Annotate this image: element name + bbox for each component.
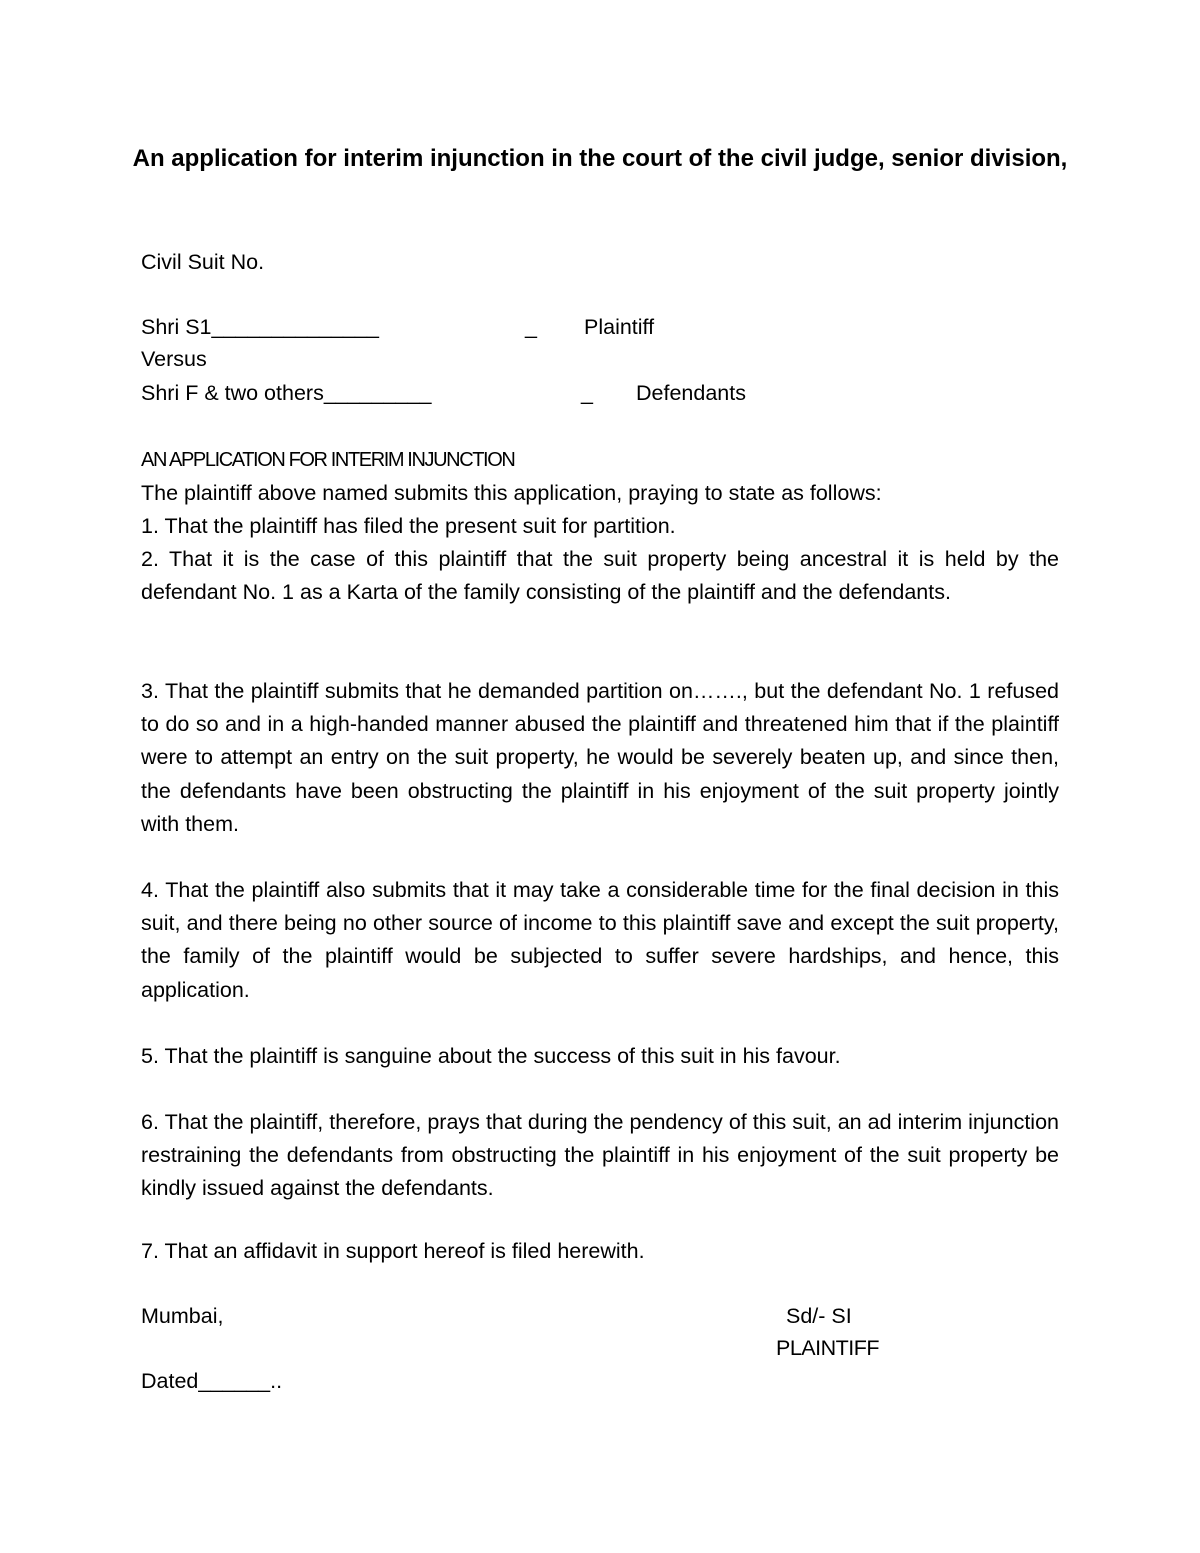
plaintiff-name: Shri S1______________ bbox=[141, 315, 379, 339]
civil-suit-label: Civil Suit No. bbox=[141, 250, 265, 274]
point-5: 5. That the plaintiff is sanguine about the success of this suit in his favour. bbox=[141, 1044, 841, 1068]
point-7: 7. That an affidavit in support hereof is filed herewith. bbox=[141, 1239, 645, 1263]
signature-text: Sd/- SI bbox=[786, 1304, 852, 1328]
versus-label: Versus bbox=[141, 347, 207, 371]
plaintiff-role: Plaintiff bbox=[584, 315, 655, 339]
point-6: 6. That the plaintiff, therefore, prays that during the pendency of this suit, an ad interim injunction restraining the defendants from obstructing the plaintiff in his enjoyment of the suit property be kindly issued against the defendants. bbox=[141, 1110, 1059, 1201]
place-label: Mumbai, bbox=[141, 1304, 224, 1328]
point-2: 2. That it is the case of this plaintiff that the suit property being ancestral it is held by the defendant No. 1 as a Karta of the family consisting of the plaintiff and the defendants. bbox=[141, 547, 1059, 605]
plaintiff-dash: _ bbox=[525, 315, 537, 339]
intro-paragraph: The plaintiff above named submits this application, praying to state as follows: bbox=[141, 481, 882, 505]
point-3: 3. That the plaintiff submits that he demanded partition on……., but the defendant No. 1 refused to do so and in a high-handed manner abused the plaintiff and threatened him that if the plaintiff were to attempt an entry on the suit property, he would be severely beaten up, and since then, the defendants have been obstructing the plaintiff in his enjoyment of the suit property jointly with them. bbox=[141, 679, 1059, 836]
defendant-dash: _ bbox=[581, 381, 593, 405]
point-4: 4. That the plaintiff also submits that it may take a considerable time for the final decision in this suit, and there being no other source of income to this plaintiff save and except the suit property, the family of the plaintiff would be subjected to suffer severe hardships, and hence, this application. bbox=[141, 878, 1059, 1002]
defendant-name: Shri F & two others_________ bbox=[141, 381, 432, 405]
point-1: 1. That the plaintiff has filed the present suit for partition. bbox=[141, 514, 676, 538]
signature-role: PLAINTIFF bbox=[776, 1336, 880, 1360]
document-title: An application for interim injunction in the court of the civil judge, senior division, bbox=[132, 145, 1068, 172]
defendant-role: Defendants bbox=[636, 381, 746, 405]
dated-label: Dated______.. bbox=[141, 1369, 283, 1393]
section-heading: AN APPLICATION FOR INTERIM INJUNCTION bbox=[141, 449, 515, 471]
